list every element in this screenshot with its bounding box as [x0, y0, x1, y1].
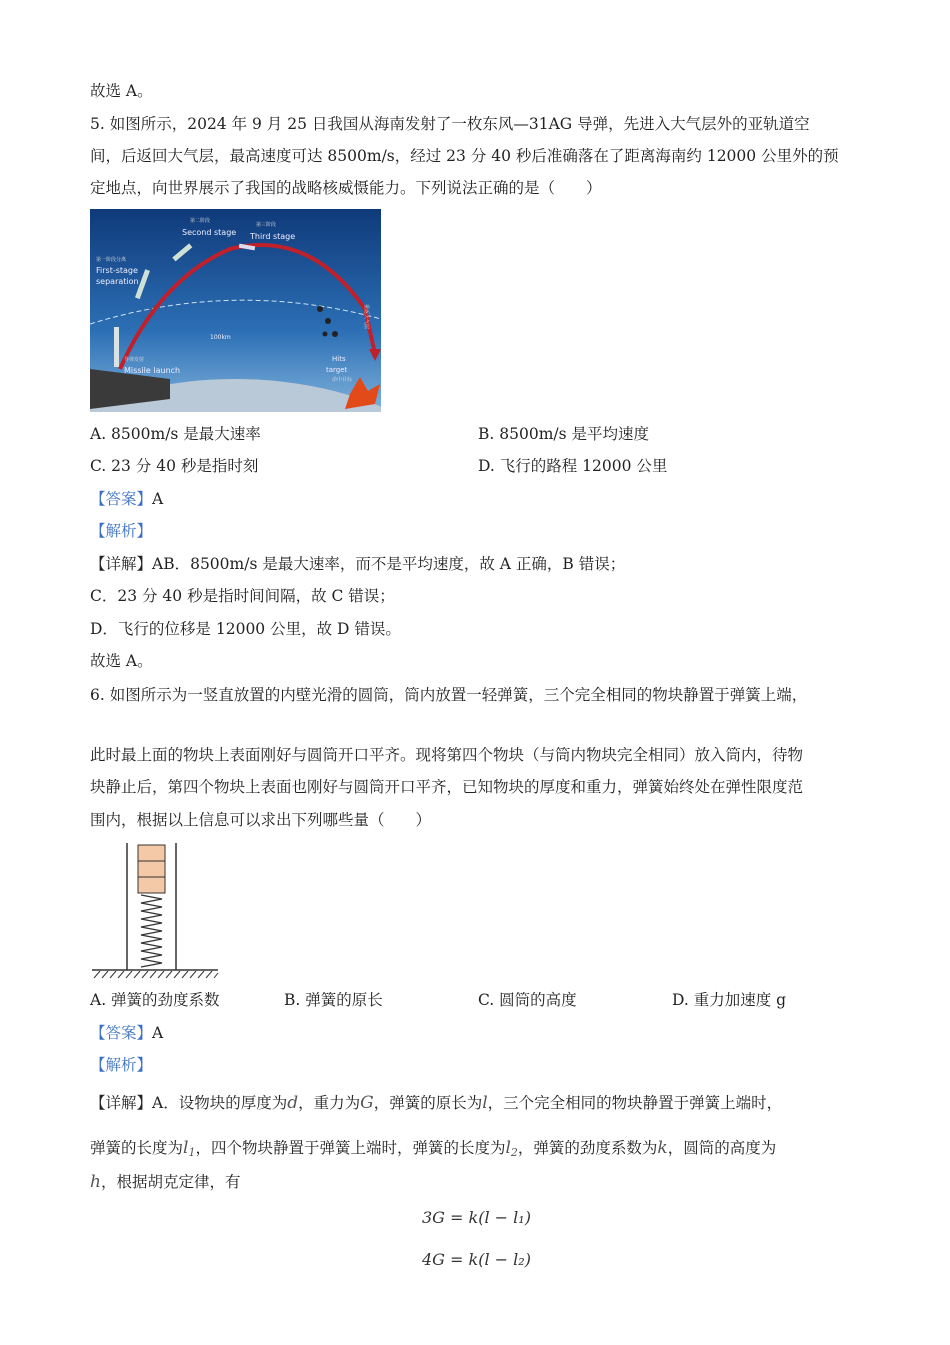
label-launch-cn: 导弹发射: [124, 357, 145, 363]
q6-option-b: B. 弹簧的原长: [284, 991, 383, 1009]
q6-detail-1: [90, 1092, 782, 1114]
answer-value: A: [152, 490, 164, 508]
question-5-stem: 定地点，向世界展示了我国的战略核威慑能力。下列说法正确的是（ ）: [90, 179, 602, 197]
answer-label: 【答案】: [90, 490, 153, 508]
q5-analysis-label: 【解析】: [90, 522, 153, 540]
formula-hooke-4: 4G = k(l − l₂): [422, 1250, 531, 1269]
missile-trajectory-figure: [90, 209, 381, 412]
answer-label: 【答案】: [90, 1024, 153, 1042]
var-l2-subscript: 2: [510, 1146, 518, 1159]
q6-option-d: D. 重力加速度 g: [672, 991, 787, 1009]
question-6-stem: 块静止后，第四个物块上表面也刚好与圆筒开口平齐，已知物块的厚度和重力，弹簧始终处在弹性限度范: [90, 778, 804, 796]
text-segment: ，弹簧的原长为: [373, 1094, 483, 1112]
label-reentry-cn: 重返大气层: [363, 304, 369, 330]
label-first-sep-cn: 第一阶段分离: [96, 257, 127, 263]
var-l1: [183, 1138, 195, 1158]
label-hits: Hits: [332, 355, 346, 363]
answer-value: A: [152, 1024, 164, 1042]
q5-conclusion: 故选 A。: [90, 652, 153, 670]
var-l1-base: l: [183, 1138, 189, 1158]
text-segment: ，根据胡克定律，有: [100, 1173, 241, 1191]
q5-option-b: B. 8500m/s 是平均速度: [478, 425, 649, 443]
text-segment: 【详解】A．设物块的厚度为: [90, 1094, 288, 1112]
text-segment: ，圆筒的高度为: [667, 1139, 777, 1157]
q5-answer: [90, 488, 163, 510]
q6-option-a: A. 弹簧的劲度系数: [90, 991, 220, 1009]
var-l1-subscript: 1: [188, 1146, 196, 1159]
text-segment: ，弹簧的劲度系数为: [517, 1139, 658, 1157]
var-d: d: [287, 1093, 299, 1113]
spring-cylinder-figure: [90, 840, 220, 980]
q6-detail-2: [90, 1137, 776, 1164]
var-l2: [505, 1138, 517, 1158]
question-5-stem: 5. 如图所示，2024 年 9 月 25 日我国从海南发射了一枚东风—31AG 导弹，先进入大气层外的亚轨道空: [90, 115, 810, 133]
q5-detail: 【详解】AB．8500m/s 是最大速率，而不是平均速度，故 A 正确，B 错误；: [90, 555, 626, 573]
q5-option-c: C. 23 分 40 秒是指时刻: [90, 457, 259, 475]
text-line: 故选 A。: [90, 82, 153, 100]
spring: [141, 895, 162, 967]
question-5-stem: 间，后返回大气层，最高速度可达 8500m/s，经过 23 分 40 秒后准确落在了距离海南约 12000 公里外的预: [90, 147, 839, 165]
label-target: target: [326, 366, 348, 374]
label-altitude: 100km: [210, 334, 231, 341]
var-l2-base: l: [505, 1138, 511, 1158]
text-segment: 弹簧的长度为: [90, 1139, 184, 1157]
q5-option-a: A. 8500m/s 是最大速率: [90, 425, 261, 443]
q6-analysis-label: 【解析】: [90, 1056, 153, 1074]
var-h: h: [90, 1172, 101, 1192]
label-third-stage-cn: 第三阶段: [256, 222, 277, 228]
text-segment: ，三个完全相同的物块静置于弹簧上端时，: [487, 1094, 783, 1112]
label-second-stage: Second stage: [182, 228, 237, 237]
label-second-stage-cn: 第二阶段: [190, 218, 211, 224]
label-hits-cn: 命中目标: [332, 377, 353, 383]
label-first-sep-2: separation: [96, 277, 139, 286]
question-6-stem: 围内，根据以上信息可以求出下列哪些量（ ）: [90, 811, 432, 829]
formula-hooke-3: 3G = k(l − l₁): [422, 1208, 531, 1227]
var-k: k: [657, 1138, 668, 1158]
q5-detail: D．飞行的位移是 12000 公里，故 D 错误。: [90, 620, 401, 638]
text-segment: ，重力为: [298, 1094, 361, 1112]
q5-detail: C．23 分 40 秒是指时间间隔，故 C 错误；: [90, 587, 395, 605]
question-6-stem: 此时最上面的物块上表面刚好与圆筒开口平齐。现将第四个物块（与筒内物块完全相同）放入筒内，待物: [90, 746, 804, 764]
var-l: l: [482, 1093, 488, 1113]
label-third-stage: Third stage: [250, 232, 296, 241]
var-G: G: [360, 1093, 374, 1113]
q6-detail-3: [90, 1171, 240, 1193]
q6-option-c: C. 圆筒的高度: [478, 991, 577, 1009]
q6-answer: [90, 1022, 163, 1044]
label-launch: Missile launch: [124, 366, 181, 375]
question-6-stem: 6. 如图所示为一竖直放置的内壁光滑的圆筒，筒内放置一轻弹簧，三个完全相同的物块静置于弹簧上端，: [90, 686, 808, 704]
label-first-sep: First-stage: [96, 266, 138, 275]
text-segment: ，四个物块静置于弹簧上端时，弹簧的长度为: [195, 1139, 506, 1157]
q5-option-d: D. 飞行的路程 12000 公里: [478, 457, 668, 475]
